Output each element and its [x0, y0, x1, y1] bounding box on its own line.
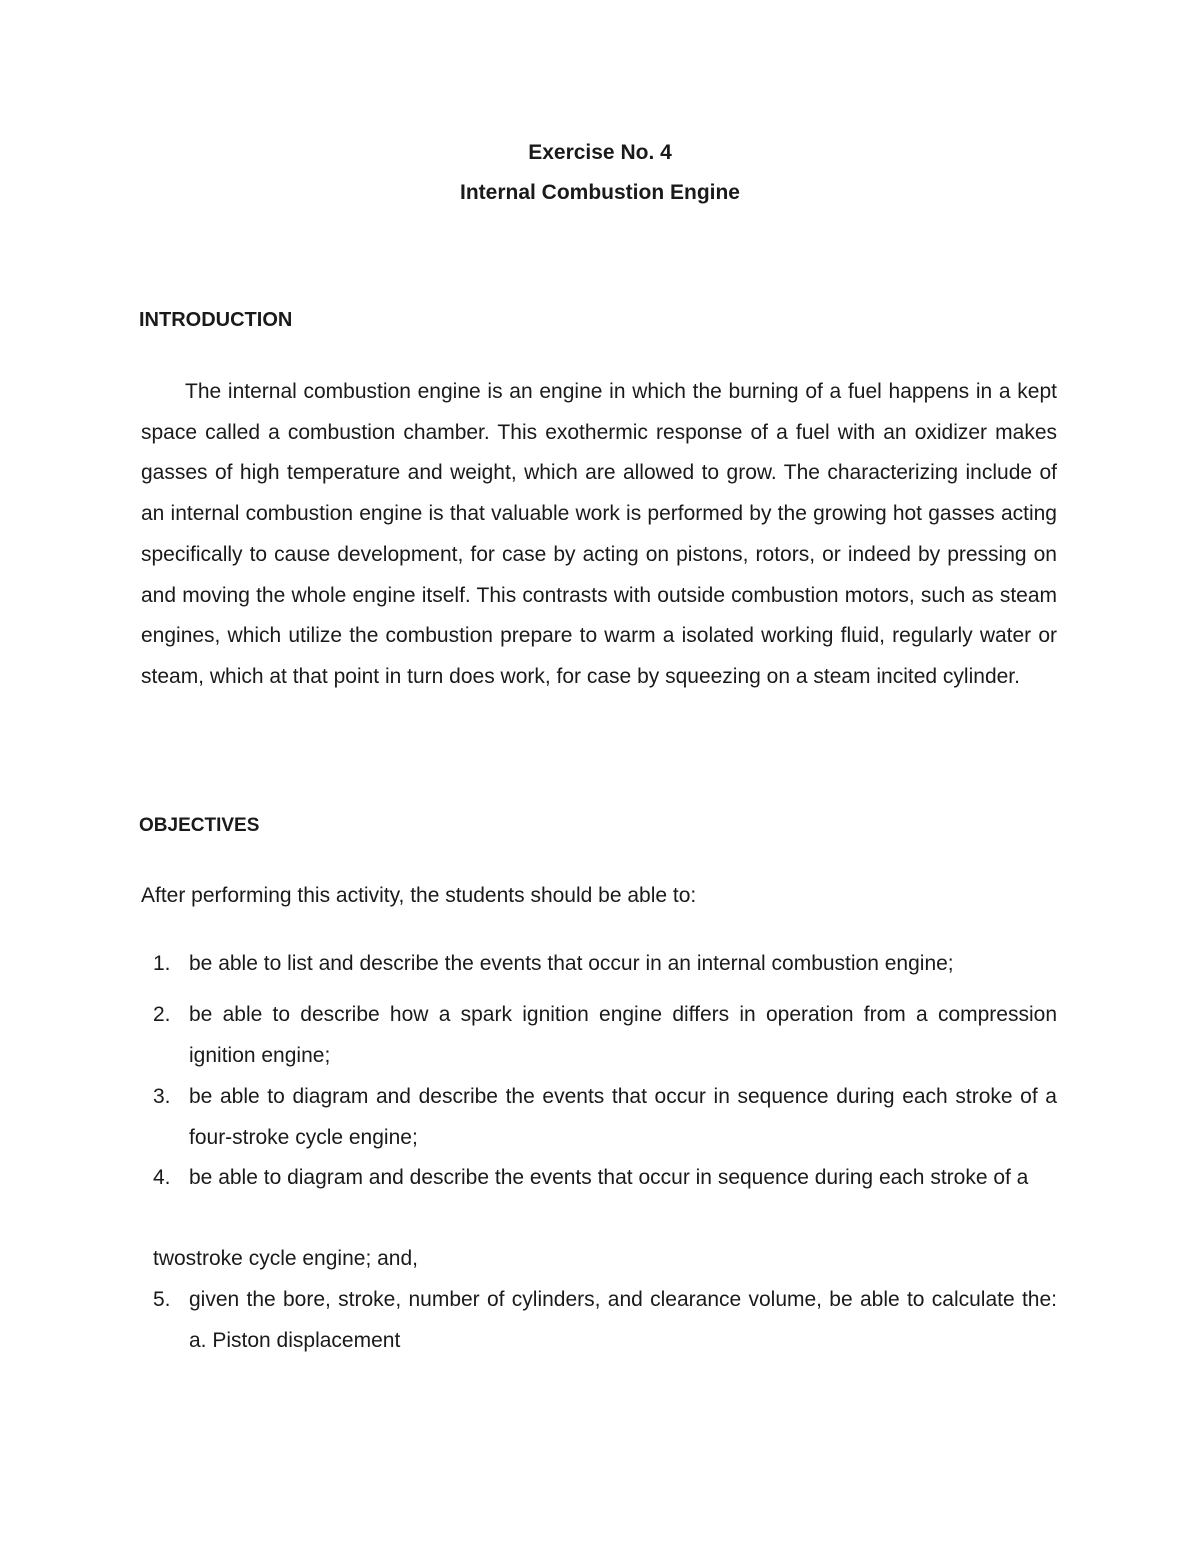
objective-item [141, 995, 1057, 1076]
objective-item [141, 1280, 1057, 1361]
objective-continuation: twostroke cycle engine; and, [153, 1247, 418, 1270]
objective-text: given the bore, stroke, number of cylinders, and clearance volume, be able to calculate the: a. Piston displacement [189, 1288, 1057, 1352]
objective-item [141, 1077, 1057, 1158]
objective-number: 4. [153, 1166, 171, 1189]
objective-number: 3. [153, 1085, 171, 1108]
objective-item [141, 1158, 1057, 1199]
objective-item [141, 944, 1057, 985]
objective-number: 5. [153, 1288, 171, 1311]
objective-number: 2. [153, 1003, 171, 1026]
objectives-lead: After performing this activity, the students should be able to: [141, 884, 697, 907]
exercise-title: Exercise No. 4 [528, 141, 672, 164]
introduction-heading: INTRODUCTION [139, 309, 293, 331]
objectives-heading: OBJECTIVES [139, 815, 260, 836]
exercise-subtitle: Internal Combustion Engine [459, 181, 740, 204]
objective-text: be able to diagram and describe the events that occur in sequence during each stroke of a [189, 1166, 1029, 1189]
objective-text: be able to describe how a spark ignition engine differs in operation from a compression ignition engine; [189, 1003, 1057, 1067]
introduction-paragraph: The internal combustion engine is an engine in which the burning of a fuel happens in a kept space called a combustion chamber. This exothermic response of a fuel with an oxidizer makes gasses of high temperature and weight, which are allowed to grow. The characterizing include of an internal combustion engine is that valuable work is performed by the growing hot gasses acting specifically to cause development, for case by acting on pistons, rotors, or indeed by pressing on and moving the whole engine itself. This contrasts with outside combustion motors, such as steam engines, which utilize the combustion prepare to warm a isolated working fluid, regularly water or steam, which at that point in turn does work, for case by squeezing on a steam incited cylinder. [141, 380, 1057, 688]
objective-text: be able to diagram and describe the events that occur in sequence during each stroke of a four-stroke cycle engine; [189, 1085, 1057, 1149]
objective-text: be able to list and describe the events that occur in an internal combustion engine; [189, 952, 954, 975]
objective-number: 1. [153, 952, 171, 975]
